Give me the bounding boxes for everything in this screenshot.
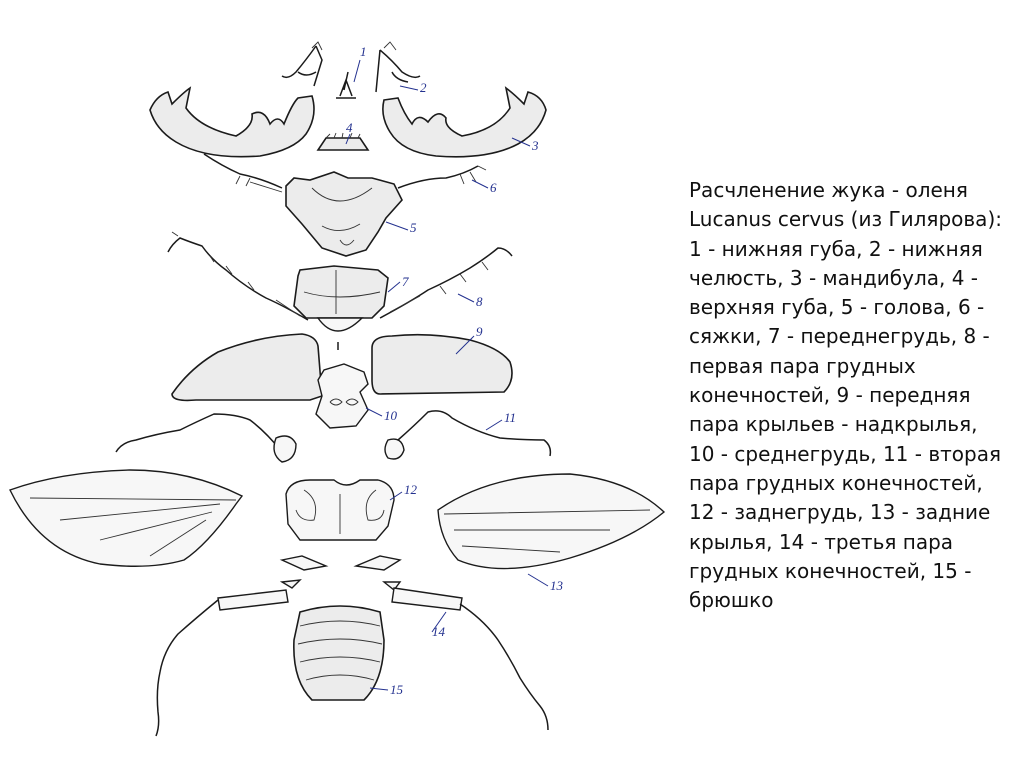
caption-line: грудных конечностей, 15 - [689,558,972,583]
maxilla-left [282,42,322,86]
caption-line: пара крыльев - надкрылья, [689,412,978,437]
caption-line: первая пара грудных [689,353,916,378]
caption-line: 12 - заднегрудь, 13 - задние [689,500,991,525]
caption-line: конечностей, 9 - передняя [689,383,971,408]
label-12: 12 [404,482,417,497]
label-11: 11 [504,410,517,425]
label-8: 8 [476,294,483,309]
antenna-right [398,166,486,188]
elytron-right [372,335,512,394]
label-15: 15 [390,682,403,697]
label-6: 6 [490,180,497,195]
antenna-left [204,154,282,192]
caption-line: челюсть, 3 - мандибула, 4 - [689,265,979,290]
label-9: 9 [476,324,483,339]
label-13: 13 [550,578,563,593]
hind-wing-left [10,470,242,566]
label-3: 3 [532,138,539,153]
third-leg-left [156,590,288,736]
second-leg-right [385,411,550,459]
caption-line: верхняя губа, 5 - голова, 6 - [689,295,985,320]
maxilla-right [376,42,420,92]
metathorax [286,480,394,540]
caption-line: 1 - нижняя губа, 2 - нижняя [689,236,983,261]
figure-caption [689,176,1009,615]
label-10: 10 [384,408,397,423]
mesothorax [316,364,368,428]
caption-line: пара грудных конечностей, [689,470,983,495]
label-4: 4 [346,120,353,135]
label-5: 5 [410,220,417,235]
elytron-left [172,334,322,400]
mandible-left [150,88,314,157]
label-7: 7 [402,274,409,289]
second-leg-left [116,414,296,462]
first-leg-right [380,248,512,318]
head [286,172,402,256]
label-14: 14 [432,624,445,639]
hind-wing-right [438,474,664,569]
caption-line: крылья, 14 - третья пара [689,529,954,554]
label-2: 2 [420,80,427,95]
coxae [282,556,400,590]
caption-line: 10 - среднегрудь, 11 - вторая [689,441,1001,466]
caption-line: брюшко [689,588,774,613]
third-leg-right [392,588,548,730]
caption-line: Lucanus cervus (из Гилярова): [689,207,1002,232]
lower-lip [336,72,356,98]
caption-line: сяжки, 7 - переднегрудь, 8 - [689,324,990,349]
caption-line: Расчленение жука - оленя [689,178,968,202]
mandible-right [383,88,546,157]
abdomen [294,606,384,700]
upper-lip [318,133,368,150]
label-1: 1 [360,44,367,59]
first-leg-left [168,232,308,320]
